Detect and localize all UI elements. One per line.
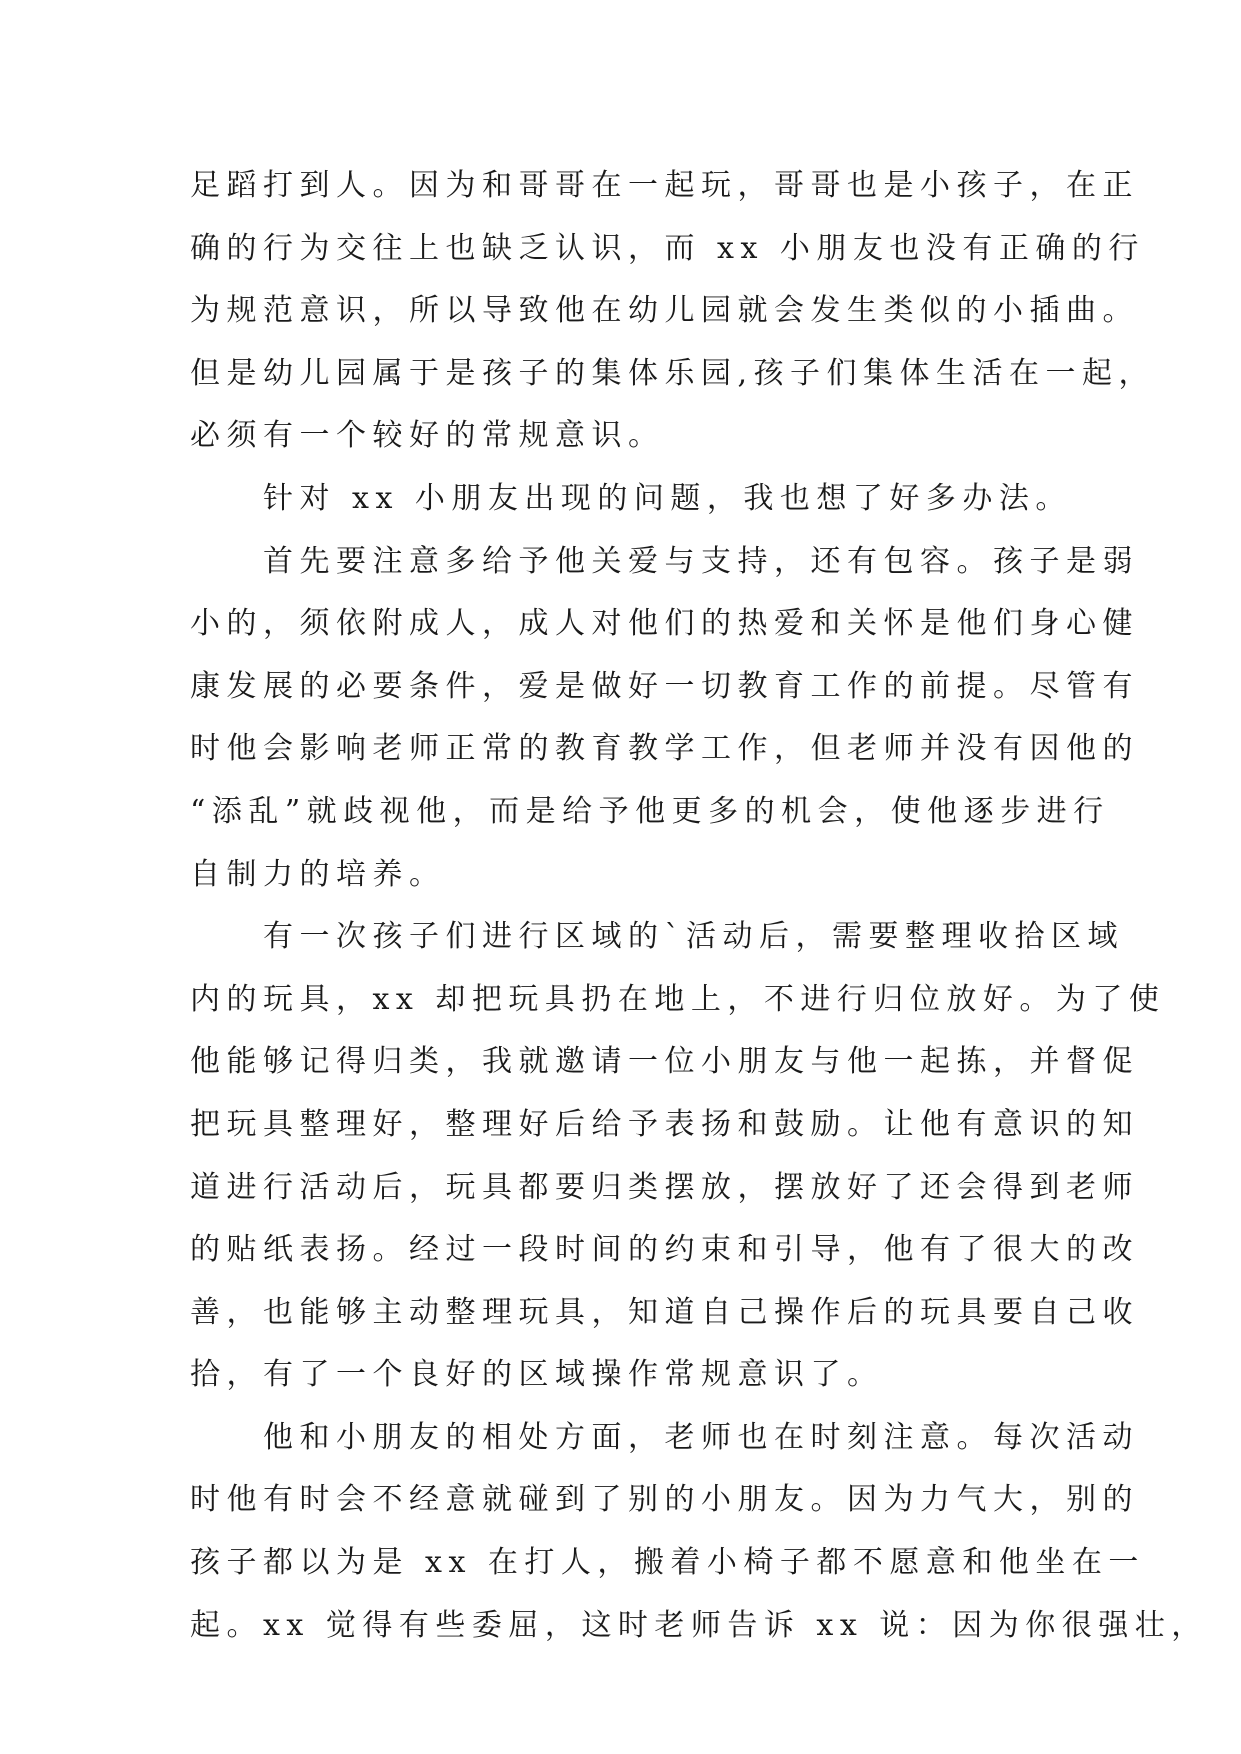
text-line: 道进行活动后，玩具都要归类摆放，摆放好了还会得到老师: [190, 1169, 1139, 1205]
text-line: 内的玩具，xx 却把玩具扔在地上，不进行归位放好。为了使: [190, 981, 1166, 1017]
paragraph-start-line: 首先要注意多给予他关爱与支持，还有包容。孩子是弱: [263, 543, 1139, 579]
text-line: 时他会影响老师正常的教育教学工作，但老师并没有因他的: [190, 731, 1139, 767]
text-line: 起。xx 觉得有些委屈，这时老师告诉 xx 说：因为你很强壮，: [190, 1607, 1208, 1643]
text-line: 拾，有了一个良好的区域操作常规意识了。: [190, 1357, 884, 1393]
text-line: “添乱”就歧视他，而是给予他更多的机会，使他逐步进行: [190, 793, 1110, 829]
text-line: 善，也能够主动整理玩具，知道自己操作后的玩具要自己收: [190, 1294, 1139, 1330]
text-line: 确的行为交往上也缺乏认识，而 xx 小朋友也没有正确的行: [190, 230, 1145, 266]
text-line: 足蹈打到人。因为和哥哥在一起玩，哥哥也是小孩子，在正: [190, 168, 1139, 203]
text-line: 为规范意识，所以导致他在幼儿园就会发生类似的小插曲。: [190, 293, 1139, 329]
paragraph-start-line: 他和小朋友的相处方面，老师也在时刻注意。每次活动: [263, 1419, 1139, 1455]
text-line: 的贴纸表扬。经过一段时间的约束和引导，他有了很大的改: [190, 1232, 1139, 1268]
text-line: 他能够记得归类，我就邀请一位小朋友与他一起拣，并督促: [190, 1044, 1139, 1080]
text-line: 孩子都以为是 xx 在打人，搬着小椅子都不愿意和他坐在一: [190, 1545, 1145, 1581]
text-line: 自制力的培养。: [190, 856, 446, 892]
text-line: 把玩具整理好，整理好后给予表扬和鼓励。让他有意识的知: [190, 1106, 1139, 1142]
paragraph-start-line: 有一次孩子们进行区域的`活动后，需要整理收拾区域: [263, 919, 1124, 955]
paragraph-start-line: 针对 xx 小朋友出现的问题，我也想了好多办法。: [263, 480, 1072, 516]
document-body: [190, 155, 1208, 1657]
text-line: 必须有一个较好的常规意识。: [190, 418, 665, 454]
text-line: 小的，须依附成人，成人对他们的热爱和关怀是他们身心健: [190, 606, 1139, 642]
text-line: 但是幼儿园属于是孩子的集体乐园,孩子们集体生活在一起，: [190, 355, 1156, 391]
text-line: 时他有时会不经意就碰到了别的小朋友。因为力气大，别的: [190, 1482, 1139, 1518]
text-line: 康发展的必要条件，爱是做好一切教育工作的前提。尽管有: [190, 668, 1139, 704]
